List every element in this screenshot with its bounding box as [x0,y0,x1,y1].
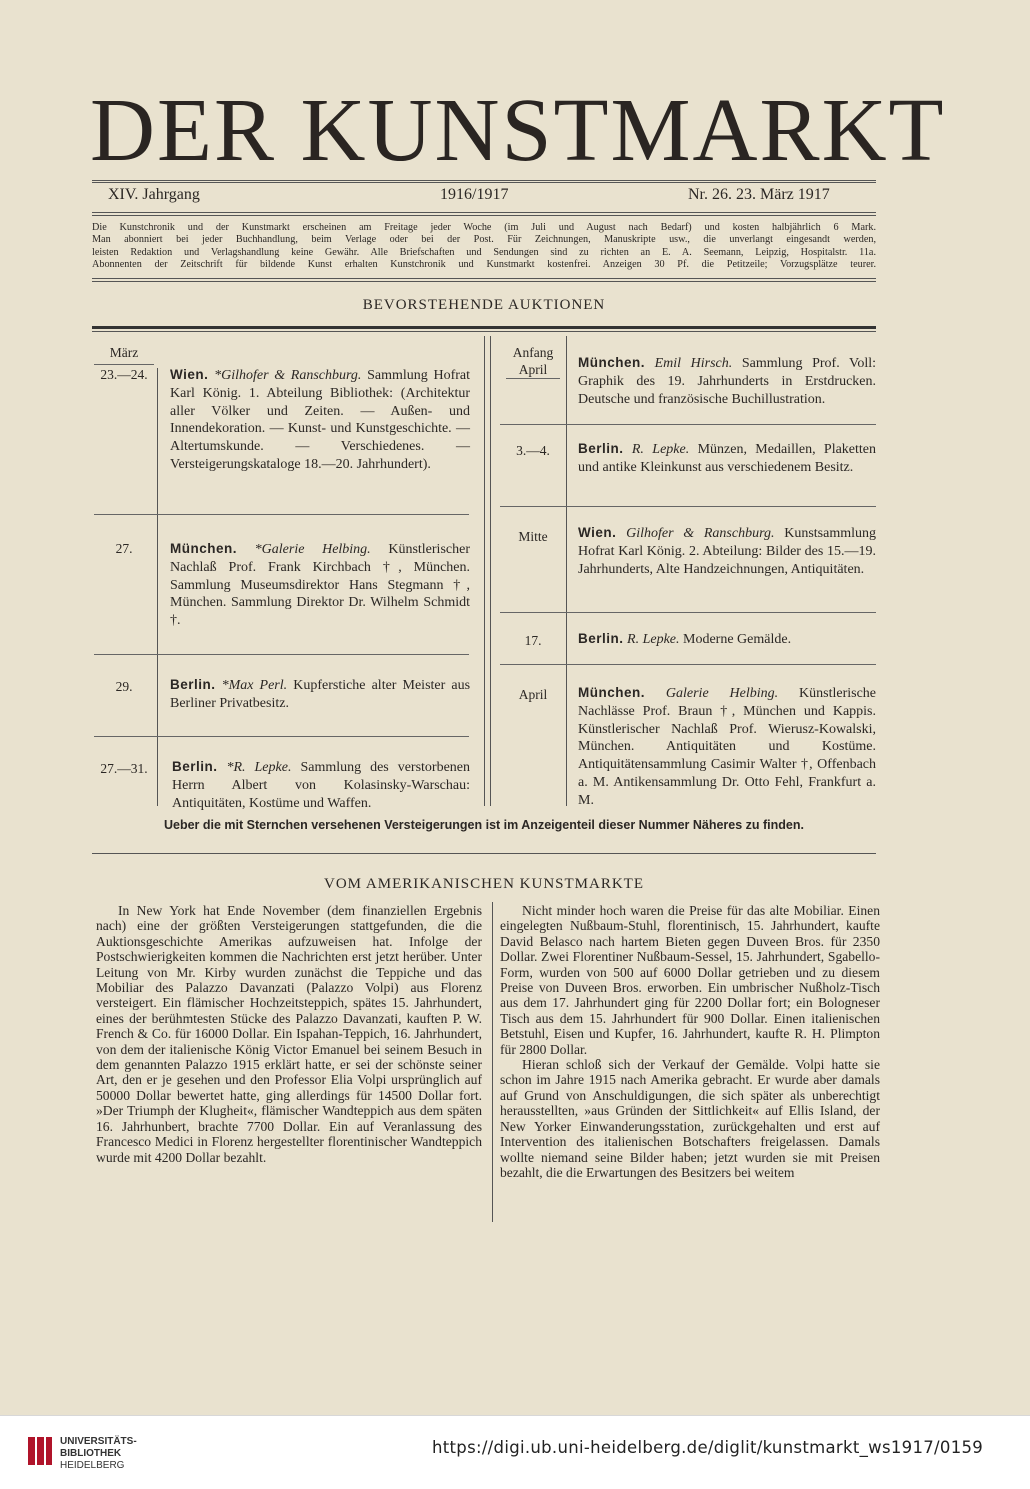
auction-entry [170,676,470,713]
auction-city: München. [170,541,237,556]
viewer-footer [0,1415,1030,1489]
article-column-left [96,903,482,1165]
notice-line: Die Kunstchronik und der Kunstmarkt erscheinen am Freitage jeder Woche (im Juli und August nach Bedarf) und kosten halbjährlich 6 Mark. [92,222,876,233]
auction-firm: *Gilhofer & Ranschburg. [214,368,362,383]
permalink-url[interactable]: https://digi.ub.uni-heidelberg.de/diglit/kunstmarkt_ws1917/0159 [432,1438,984,1457]
article-paragraph: In New York hat Ende November (dem finanziellen Ergebnis nach) eine der größten Versteigerungen stattgefunden, die die Auktionsgeschichte Amerikas aufzuweisen hat. Infolge der Postschwierigkeiten kommen die Nachrichten erst jetzt herüber. Unter Leitung von Mr. Kirby wurden zunächst die Teppiche und das Mobiliar des Palazzo Davanzati (Palazzo Volpi) aus Florenz versteigert. Ein flämischer Hochzeitsteppich, spätes 15. Jahrhundert, eines der berühmtesten Stücke des Palazzo Davanzati, kauften P. W. French & Co. für 16000 Dollar. Ein Ispahan-Teppich, 16. Jahrhundert, von dem der italienische König Victor Emanuel bei seinem Besuch in dem genannten Palazzo 1915 erklärt hatte, er sei der schönste seiner Art, den er je gesehen und den Professor Elia Volpi ursprünglich auf 50000 Dollar bewertet hatte, ging allerdings für 14500 Dollar fort. »Der Triumph der Klugheit«, flämischer Wandteppich aus dem späten 16. Jahrhunbert, brachte 7700 Dollar. Ein auf Veranlassung des Francesco Medici in Florenz hergestellter florentinischer Wandteppich wurde mit 4200 Dollar bezahlt. [96,903,482,1165]
notice-rule [92,278,876,279]
masthead-rule-2 [92,182,876,183]
auction-firm: Emil Hirsch. [654,356,733,371]
notice-rule-2 [92,281,876,282]
auction-date: 27.—31. [100,761,148,776]
auction-entry [578,684,876,810]
auction-city: Berlin. [172,759,218,774]
auction-description: Künstlerische Nachlässe Prof. Braun †, München und Kappis. Künstlerischer Nachlaß Prof. Wierusz-Kowalski, München. Antiquitäten und Kostüme. Antiquitätensammlung Casimir Walter †, Offenbach a. M. Antikensammlung Dr. Otto Fehl, Frankfurt a. M. [578,686,877,808]
auction-entry [578,354,876,408]
asterisk-note: Ueber die mit Sternchen versehenen Versteigerungen ist im Anzeigenteil dieser Nummer Näheres zu finden. [163,818,804,832]
entry-rule [94,514,469,515]
library-logo-icon [26,1434,54,1468]
article-paragraph: Nicht minder hoch waren die Preise für das alte Mobiliar. Einen eingelegten Nußbaum-Stuhl, florentinisch, 15. Jahrhundert, kaufte David Belasco nach hartem Bieten gegen Duveen Bros. für 2350 Dollar. Zwei Florentiner Nußbaum-Sessel, 15. Jahrhundert, Sgabello-Form, wurden von 500 auf 6000 Dollar getrieben und zu diesem Preise von Duveen Bros. erworben. Ein umbrischer Nußholz-Tisch aus dem 17. Jahrhundert ging für 2200 Dollar fort; ein Bologneser Tisch aus dem 15. Jahrhundert für 900 Dollar. Einen italienischen Betstuhl, Eisen und Kupfer, 16. Jahrhundert, kaufte R. H. Plimpton für 2800 Dollar. [500,903,880,1057]
auction-city: Berlin. [578,631,624,646]
entry-rule [500,506,876,507]
auction-entry [170,540,470,630]
right-header-rule [506,378,560,379]
auction-description: Moderne Gemälde. [683,632,792,647]
subscription-notice [92,222,876,272]
notice-line: Man abonniert bei jeder Buchhandlung, beim Verlage oder bei der Post. Für Zeichnungen, Manuskripte usw., die unverlangt eingesandt werden, [92,234,876,246]
entry-rule [500,612,876,613]
auction-entry [578,524,876,578]
auction-entry [578,440,876,477]
left-month-header: März [109,345,139,360]
auction-description: Sammlung des verstorbenen Herrn Albert von Kolasinsky-Warschau: Antiquitäten, Kostüme und Waffen. [172,760,471,811]
article-paragraph: Hieran schloß sich der Verkauf der Gemälde. Volpi hatte sie schon im Jahre 1915 nach Amerika gebracht. Er wurde aber damals auf Grund von Anschuldigungen, die sich später als unberechtigt herausstellten, »aus Gründen der Sittlichkeit« auf Ellis Island, der New Yorker Einwanderungsstation, zurückgehalten und erst auf Intervention des italienischen Botschafters freigelassen. Damals wollte niemand seine Bilder haben; jetzt wurden sie mit Preisen bezahlt, die die Erwartungen des Besitzers bei weitem [500,1057,880,1180]
logo-line: HEIDELBERG [60,1460,125,1471]
entry-rule [500,424,876,425]
article-column-divider [492,902,493,1222]
right-date-divider [566,336,567,806]
right-month-header: Anfang April [512,345,554,377]
masthead-title: DER KUNSTMARKT [90,81,946,180]
left-date-divider [157,368,158,806]
auction-description: Münzen, Medaillen, Plaketten und antike Kleinkunst aus verschiedenem Besitz. [578,442,877,475]
notice-line: Abonnenten der Zeitschrift für bildende Kunst erhalten Kunstchronik und Kunstmarkt kostenfrei. Anzeigen 30 Pf. die Petitzeile; Vorzugsplätze teurer. [92,259,876,271]
auctions-top-rule [92,326,876,329]
auction-entry [170,366,470,474]
auction-date: 27. [115,541,133,556]
notice-line: leisten Redaktion und Verlagshandlung keine Gewähr. Alle Briefschaften und Sendungen sind zu richten an E. A. Seemann, Leipzig, Hospitalstr. 11a. [92,246,876,258]
auction-description: Sammlung Hofrat Karl König. 1. Abteilung Bibliothek: (Architektur aller Völker und Zeiten. — Außen- und Innendekoration. — Kunst- und Kunstgeschichte. — Altertumskunde. — Verschiedenes. — Versteigerungskataloge 18.—20. Jahrhundert). [170,368,470,472]
center-divider-2 [490,336,491,806]
auction-date: April [518,687,548,702]
auctions-heading: BEVORSTEHENDE AUKTIONEN [362,297,606,313]
auction-description: Künstlerischer Nachlaß Prof. Frank Kirchbach †, München. Sammlung Museumsdirektor Hans Stegmann †, München. Sammlung Direktor Dr. Wilhelm Schmidt †. [170,542,470,629]
auction-entry [578,630,876,649]
auction-firm: Gilhofer & Ranschburg. [626,526,775,541]
auctions-top-rule-2 [92,331,876,332]
auction-date: 17. [524,633,542,648]
auction-description: Sammlung Prof. Voll: Graphik des 19. Jahrhunderts in Erstdrucken. Deutsche und französische Buchillustration. [578,356,876,407]
auction-date: 29. [115,679,133,694]
auction-description: Kunstsammlung Hofrat Karl König. 2. Abteilung: Bilder des 15.—19. Jahrhunderts, Alte Handzeichnungen, Antiquitäten. [578,526,877,577]
entry-rule [94,654,469,655]
entry-rule [94,736,469,737]
auction-firm: Galerie Helbing. [665,686,779,701]
auction-firm: R. Lepke. [631,442,690,457]
auction-city: Wien. [578,525,617,540]
auction-date: 3.—4. [516,443,550,458]
auction-city: Wien. [170,367,209,382]
auction-city: München. [578,355,645,370]
article-heading: VOM AMERIKANISCHEN KUNSTMARKTE [323,876,644,892]
masthead-rule [92,180,876,181]
entry-rule [500,664,876,665]
article-column-right [500,903,880,1180]
meta-rule [92,212,876,213]
library-logo-text [60,1436,137,1472]
auction-city: Berlin. [170,677,216,692]
center-divider [484,336,485,806]
year-label: 1916/1917 [440,186,509,203]
article-top-rule [92,853,876,854]
auction-firm: R. Lepke. [627,632,680,647]
auction-description: Kupferstiche alter Meister aus Berliner Privatbesitz. [170,678,471,711]
meta-rule-2 [92,215,876,216]
auction-date: Mitte [518,529,548,544]
auction-entry [172,758,470,812]
auction-date: 23.—24. [100,367,148,382]
issue-number-label: Nr. 26. 23. März 1917 [688,186,830,203]
auction-firm: *Galerie Helbing. [254,542,371,557]
left-header-rule [94,364,154,365]
logo-line: UNIVERSITÄTS- [60,1436,137,1447]
volume-label: XIV. Jahrgang [108,186,200,203]
auction-firm: *Max Perl. [221,678,288,693]
auction-city: Berlin. [578,441,624,456]
logo-line: BIBLIOTHEK [60,1448,122,1459]
auction-city: München. [578,685,645,700]
auction-firm: *R. Lepke. [226,760,292,775]
